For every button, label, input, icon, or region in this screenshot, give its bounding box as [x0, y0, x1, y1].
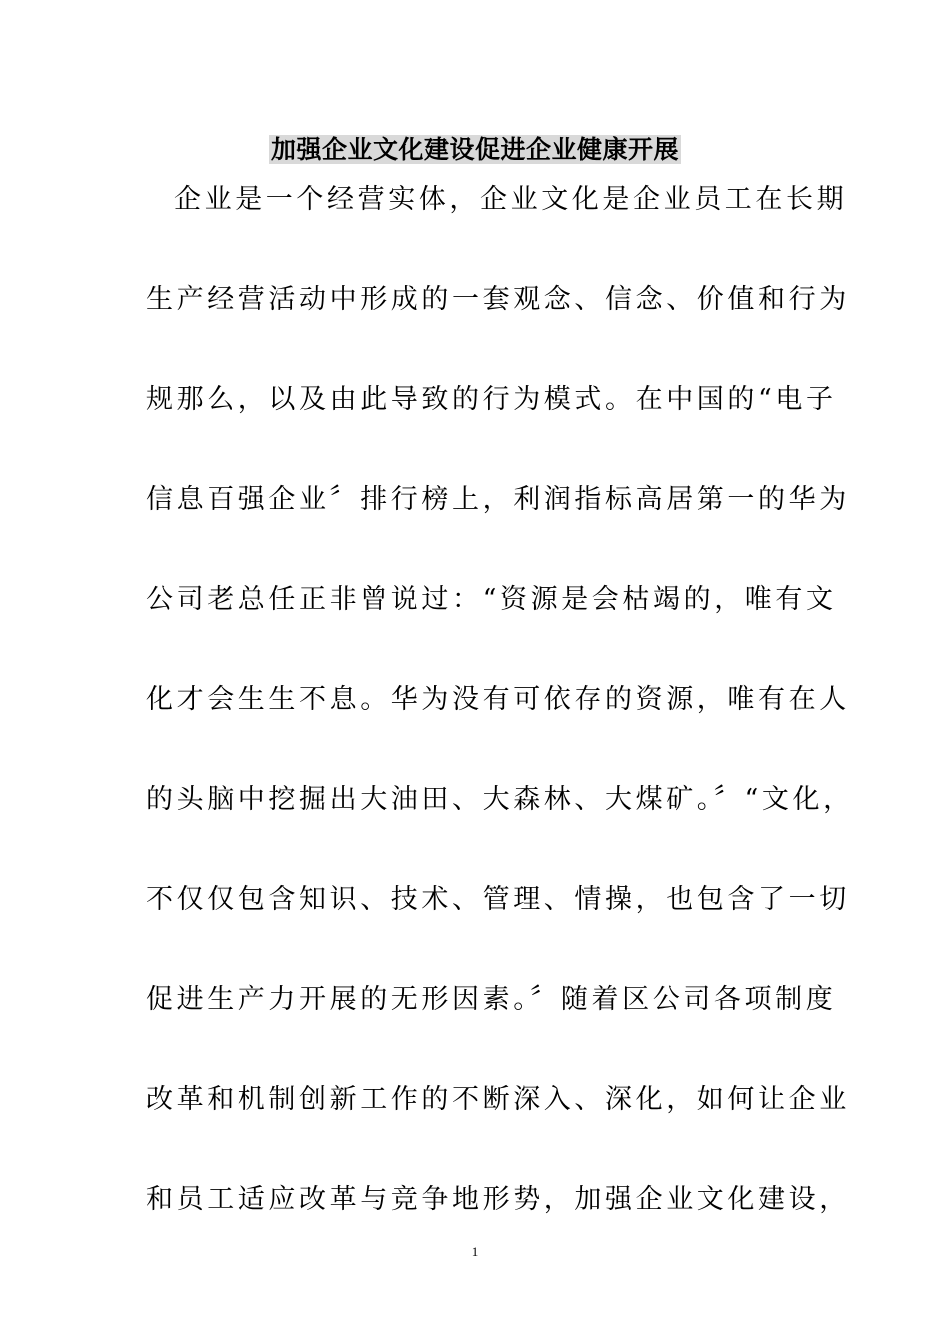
- document-title-text: 加强企业文化建设促进企业健康开展: [270, 135, 679, 164]
- document-title: [0, 132, 950, 168]
- paragraph-line-11: 和员工适应改革与竞争地形势，加强企业文化建设，: [146, 1184, 850, 1215]
- page-number: 1: [471, 1244, 479, 1259]
- paragraph-line-1: 企业是一个经营实体，企业文化是企业员工在长期: [174, 184, 848, 215]
- paragraph-line-10: 改革和机制创新工作的不断深入、深化，如何让企业: [146, 1084, 850, 1115]
- paragraph-line-4: 信息百强企业〞排行榜上，利润指标高居第一的华为: [146, 484, 850, 515]
- paragraph-line-8: 不仅仅包含知识、技术、管理、情操，也包含了一切: [146, 884, 850, 915]
- paragraph-line-7: 的头脑中挖掘出大油田、大森林、大煤矿。〞“文化，: [146, 784, 854, 815]
- paragraph-line-2: 生产经营活动中形成的一套观念、信念、价值和行为: [146, 284, 850, 315]
- paragraph-line-6: 化才会生生不息。华为没有可依存的资源，唯有在人: [146, 684, 850, 715]
- paragraph-line-3: 规那么，以及由此导致的行为模式。在中国的“电子: [146, 384, 837, 415]
- paragraph-line-9: 促进生产力开展的无形因素。〞随着区公司各项制度: [146, 984, 837, 1015]
- paragraph-line-5: 公司老总任正非曾说过：“资源是会枯竭的，唯有文: [146, 584, 837, 615]
